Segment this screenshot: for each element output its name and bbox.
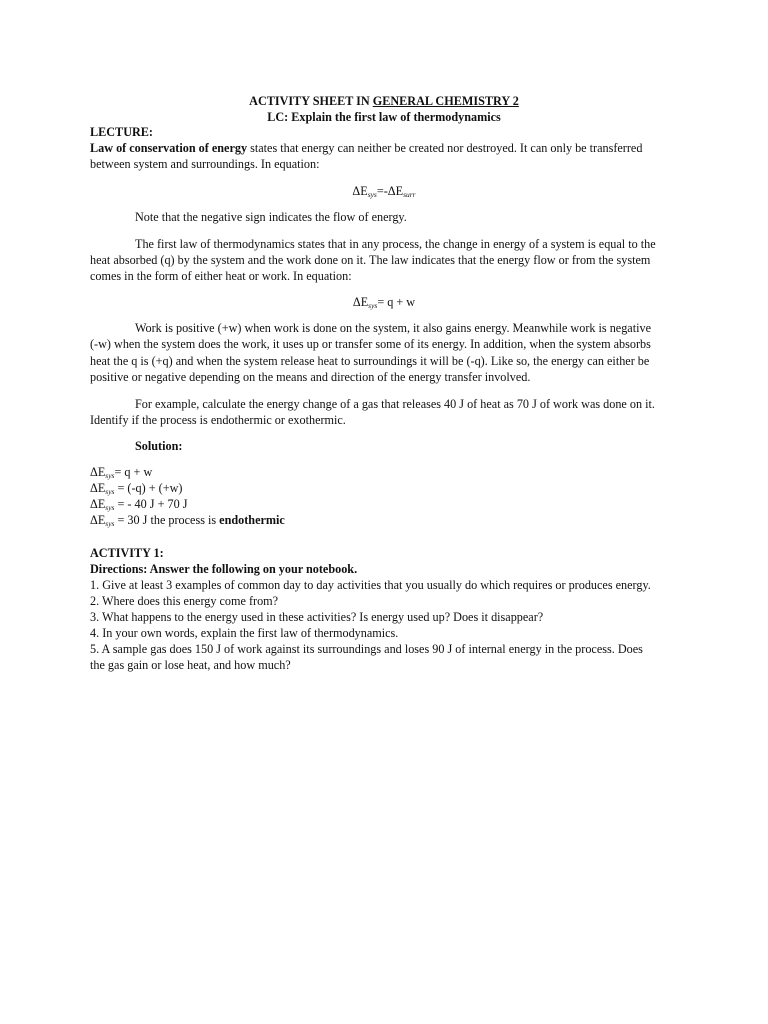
- sol3-sub: sys: [105, 503, 115, 512]
- eq1-delta-e: ΔE: [352, 184, 368, 198]
- eq2-sub-sys: sys: [368, 301, 378, 310]
- activity-item-1: 1. Give at least 3 examples of common day to day activities that you usually do which requires or produces energy.: [90, 578, 651, 592]
- sol4-rest: = 30 J the process is: [114, 513, 220, 527]
- para2-line-1: The first law of thermodynamics states that in any process, the change in energy of a system is equal to the: [135, 237, 656, 251]
- lecture-heading: LECTURE:: [90, 125, 153, 139]
- eq1-sub-sys: sys: [367, 190, 377, 199]
- para2-line-2: heat absorbed (q) by the system and the work done on it. The law indicates that the energy flow or from the system: [90, 253, 651, 267]
- eq1-sub-surr: surr: [403, 190, 416, 199]
- example-line-2: Identify if the process is endothermic or exothermic.: [90, 413, 346, 427]
- title-subject: GENERAL CHEMISTRY 2: [372, 94, 519, 108]
- sol4-sub: sys: [105, 519, 115, 528]
- activity-directions: Directions: Answer the following on your notebook.: [90, 562, 358, 576]
- eq1-mid: =-ΔE: [376, 184, 404, 198]
- activity-item-2: 2. Where does this energy come from?: [90, 594, 279, 608]
- note-line: Note that the negative sign indicates the flow of energy.: [135, 210, 407, 224]
- solution-line-1: [90, 464, 152, 480]
- sol2-rest: = (-q) + (+w): [114, 481, 183, 495]
- sheet-title: [0, 93, 768, 109]
- title-prefix: ACTIVITY SHEET IN: [249, 94, 373, 108]
- solution-line-4: [90, 512, 285, 528]
- solution-line-3: [90, 496, 187, 512]
- sol1-sub: sys: [105, 471, 115, 480]
- law-line-1: [90, 140, 642, 156]
- sol4-delta-e: ΔE: [90, 513, 106, 527]
- solution-label: Solution:: [135, 439, 183, 453]
- eq2-rest: = q + w: [377, 295, 416, 309]
- equation-first-law: [0, 294, 768, 310]
- solution-line-2: [90, 480, 182, 496]
- para2-line-3: comes in the form of either heat or work. In equation:: [90, 269, 352, 283]
- activity-heading: ACTIVITY 1:: [90, 546, 164, 560]
- law-term: Law of conservation of energy: [90, 141, 248, 155]
- example-line-1: For example, calculate the energy change of a gas that releases 40 J of heat as 70 J of work was done on it.: [135, 397, 655, 411]
- law-line-2: between system and surroundings. In equation:: [90, 157, 320, 171]
- para3-line-2: (-w) when the system does the work, it uses up or transfer some of its energy. In addition, when the system absorbs: [90, 337, 651, 351]
- activity-item-4: 4. In your own words, explain the first law of thermodynamics.: [90, 626, 399, 640]
- para3-line-1: Work is positive (+w) when work is done on the system, it also gains energy. Meanwhile work is negative: [135, 321, 651, 335]
- sol3-rest: = - 40 J + 70 J: [114, 497, 188, 511]
- activity-item-3: 3. What happens to the energy used in these activities? Is energy used up? Does it disappear?: [90, 610, 544, 624]
- equation-conservation: [0, 183, 768, 199]
- activity-item-5-cont: the gas gain or lose heat, and how much?: [90, 658, 291, 672]
- sol2-delta-e: ΔE: [90, 481, 106, 495]
- sol1-rest: = q + w: [114, 465, 153, 479]
- activity-item-5: 5. A sample gas does 150 J of work against its surroundings and loses 90 J of internal energy in the process. Does: [90, 642, 643, 656]
- para3-line-3: heat the q is (+q) and when the system release heat to surroundings it will be (-q). Like so, the energy can either be: [90, 354, 650, 368]
- sol2-sub: sys: [105, 487, 115, 496]
- sol3-delta-e: ΔE: [90, 497, 106, 511]
- law-text: states that energy can neither be created nor destroyed. It can only be transferred: [247, 141, 643, 155]
- sol4-answer: endothermic: [219, 513, 285, 527]
- learning-competency: LC: Explain the first law of thermodynamics: [267, 110, 501, 124]
- para3-line-4: positive or negative depending on the means and direction of the energy transfer involved.: [90, 370, 531, 384]
- sol1-delta-e: ΔE: [90, 465, 106, 479]
- eq2-delta-e: ΔE: [352, 295, 369, 309]
